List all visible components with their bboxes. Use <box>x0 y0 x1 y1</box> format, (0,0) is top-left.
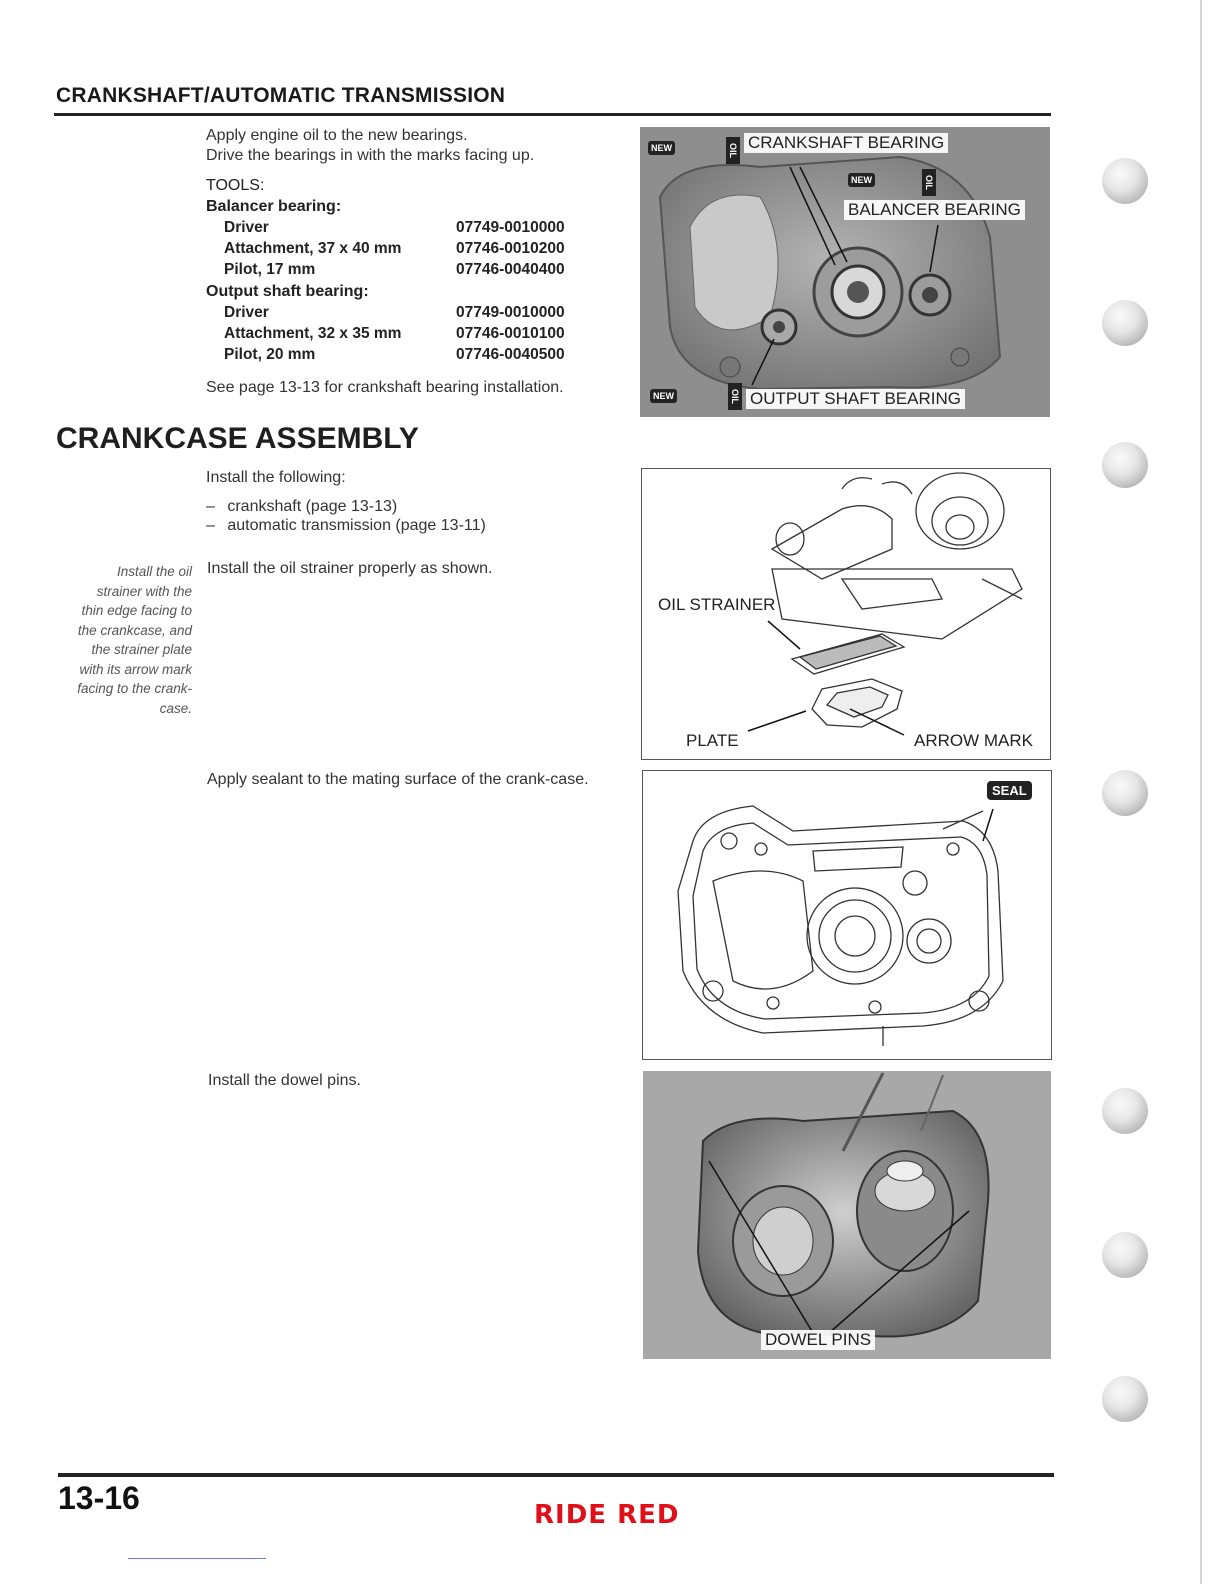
page-number: 13-16 <box>58 1480 140 1516</box>
oil-can-icon: OIL <box>922 169 936 196</box>
section-header: CRANKSHAFT/AUTOMATIC TRANSMISSION <box>56 84 506 107</box>
page-edge <box>1200 0 1202 1584</box>
balancer-bearing-label: Balancer bearing: <box>206 198 342 215</box>
dowel-pins-label: DOWEL PINS <box>761 1330 875 1350</box>
crankcase-half-illustration <box>640 127 1050 417</box>
output-shaft-bearing-label: OUTPUT SHAFT BEARING <box>746 389 965 409</box>
dowel-pins-photo <box>643 1071 1051 1359</box>
tool-name: Pilot, 20 mm <box>224 346 316 363</box>
side-note-line: thin edge facing to <box>81 603 192 618</box>
side-note-line: case. <box>159 700 192 716</box>
side-note-line: the crankcase, and <box>77 622 192 638</box>
tool-row <box>224 304 565 322</box>
tool-row <box>224 325 565 343</box>
list-item: – automatic transmission (page 13-11) <box>206 517 486 534</box>
binder-hole-icon <box>1102 1376 1148 1422</box>
tool-part-number: 07749-0010000 <box>456 304 565 321</box>
strainer-instruction: Install the oil strainer properly as shown. <box>207 560 493 577</box>
install-following-text: Install the following: <box>206 469 346 486</box>
binder-hole-icon <box>1102 158 1148 204</box>
crankshaft-bearing-label: CRANKSHAFT BEARING <box>744 133 948 153</box>
oil-can-icon: OIL <box>728 383 742 410</box>
list-item: – crankshaft (page 13-13) <box>206 498 398 515</box>
tool-name: Pilot, 17 mm <box>224 261 316 278</box>
tool-part-number: 07746-0040500 <box>456 346 565 363</box>
header-rule <box>54 113 1051 116</box>
tool-part-number: 07746-0010100 <box>456 325 565 342</box>
output-shaft-bearing-label: Output shaft bearing: <box>206 283 369 300</box>
balancer-bearing-label: BALANCER BEARING <box>844 200 1025 220</box>
footer-underline <box>128 1558 266 1559</box>
list-item-text: crankshaft (page 13-13) <box>227 498 398 515</box>
list-item-text: automatic transmission (page 13-11) <box>227 517 486 534</box>
tool-name: Driver <box>224 219 269 236</box>
crankcase-assembly-heading: CRANKCASE ASSEMBLY <box>56 422 419 455</box>
tool-row <box>224 346 565 364</box>
sealant-icon: SEAL <box>987 781 1032 800</box>
tool-part-number: 07746-0010200 <box>456 240 565 257</box>
footer-rule <box>58 1473 1054 1477</box>
new-part-icon: NEW <box>648 141 675 155</box>
side-note-line: Install the oil <box>116 564 192 579</box>
assembled-crankcase-illustration <box>643 1071 1051 1359</box>
tool-name: Attachment, 37 x 40 mm <box>224 240 402 257</box>
tool-part-number: 07746-0040400 <box>456 261 565 278</box>
side-note-line: the strainer plate <box>91 642 192 657</box>
new-part-icon: NEW <box>848 173 875 187</box>
side-note-line: with its arrow mark <box>79 661 192 677</box>
sealant-instruction: Apply sealant to the mating surface of the crank-case. <box>207 771 589 788</box>
arrow-mark-label: ARROW MARK <box>914 731 1033 750</box>
side-note <box>40 562 192 718</box>
plate-label: PLATE <box>686 731 739 750</box>
binder-hole-icon <box>1102 1088 1148 1134</box>
bearing-instruction-2: Drive the bearings in with the marks facing up. <box>206 147 535 164</box>
binder-hole-icon <box>1102 300 1148 346</box>
oil-can-icon: OIL <box>726 137 740 164</box>
binder-hole-icon <box>1102 770 1148 816</box>
see-page-note: See page 13-13 for crankshaft bearing installation. <box>206 379 564 396</box>
tool-row <box>224 240 565 258</box>
sealant-diagram <box>642 770 1052 1060</box>
bearing-instruction-1: Apply engine oil to the new bearings. <box>206 127 468 144</box>
bearing-photo <box>640 127 1050 417</box>
tool-name: Driver <box>224 304 269 321</box>
binder-hole-icon <box>1102 442 1148 488</box>
dowel-instruction: Install the dowel pins. <box>208 1072 361 1089</box>
oil-strainer-diagram <box>641 468 1051 760</box>
tool-name: Attachment, 32 x 35 mm <box>224 325 402 342</box>
oil-strainer-label: OIL STRAINER <box>658 595 776 614</box>
tool-part-number: 07749-0010000 <box>456 219 565 236</box>
binder-hole-icon <box>1102 1232 1148 1278</box>
side-note-line: facing to the crank- <box>77 681 192 696</box>
side-note-line: strainer with the <box>96 583 192 599</box>
tool-row <box>224 261 565 279</box>
new-part-icon: NEW <box>650 389 677 403</box>
brand-logo: RIDE RED <box>534 1500 680 1530</box>
tools-label: TOOLS: <box>206 177 265 194</box>
crankcase-mating-surface-illustration <box>643 771 1051 1059</box>
tool-row <box>224 219 565 237</box>
